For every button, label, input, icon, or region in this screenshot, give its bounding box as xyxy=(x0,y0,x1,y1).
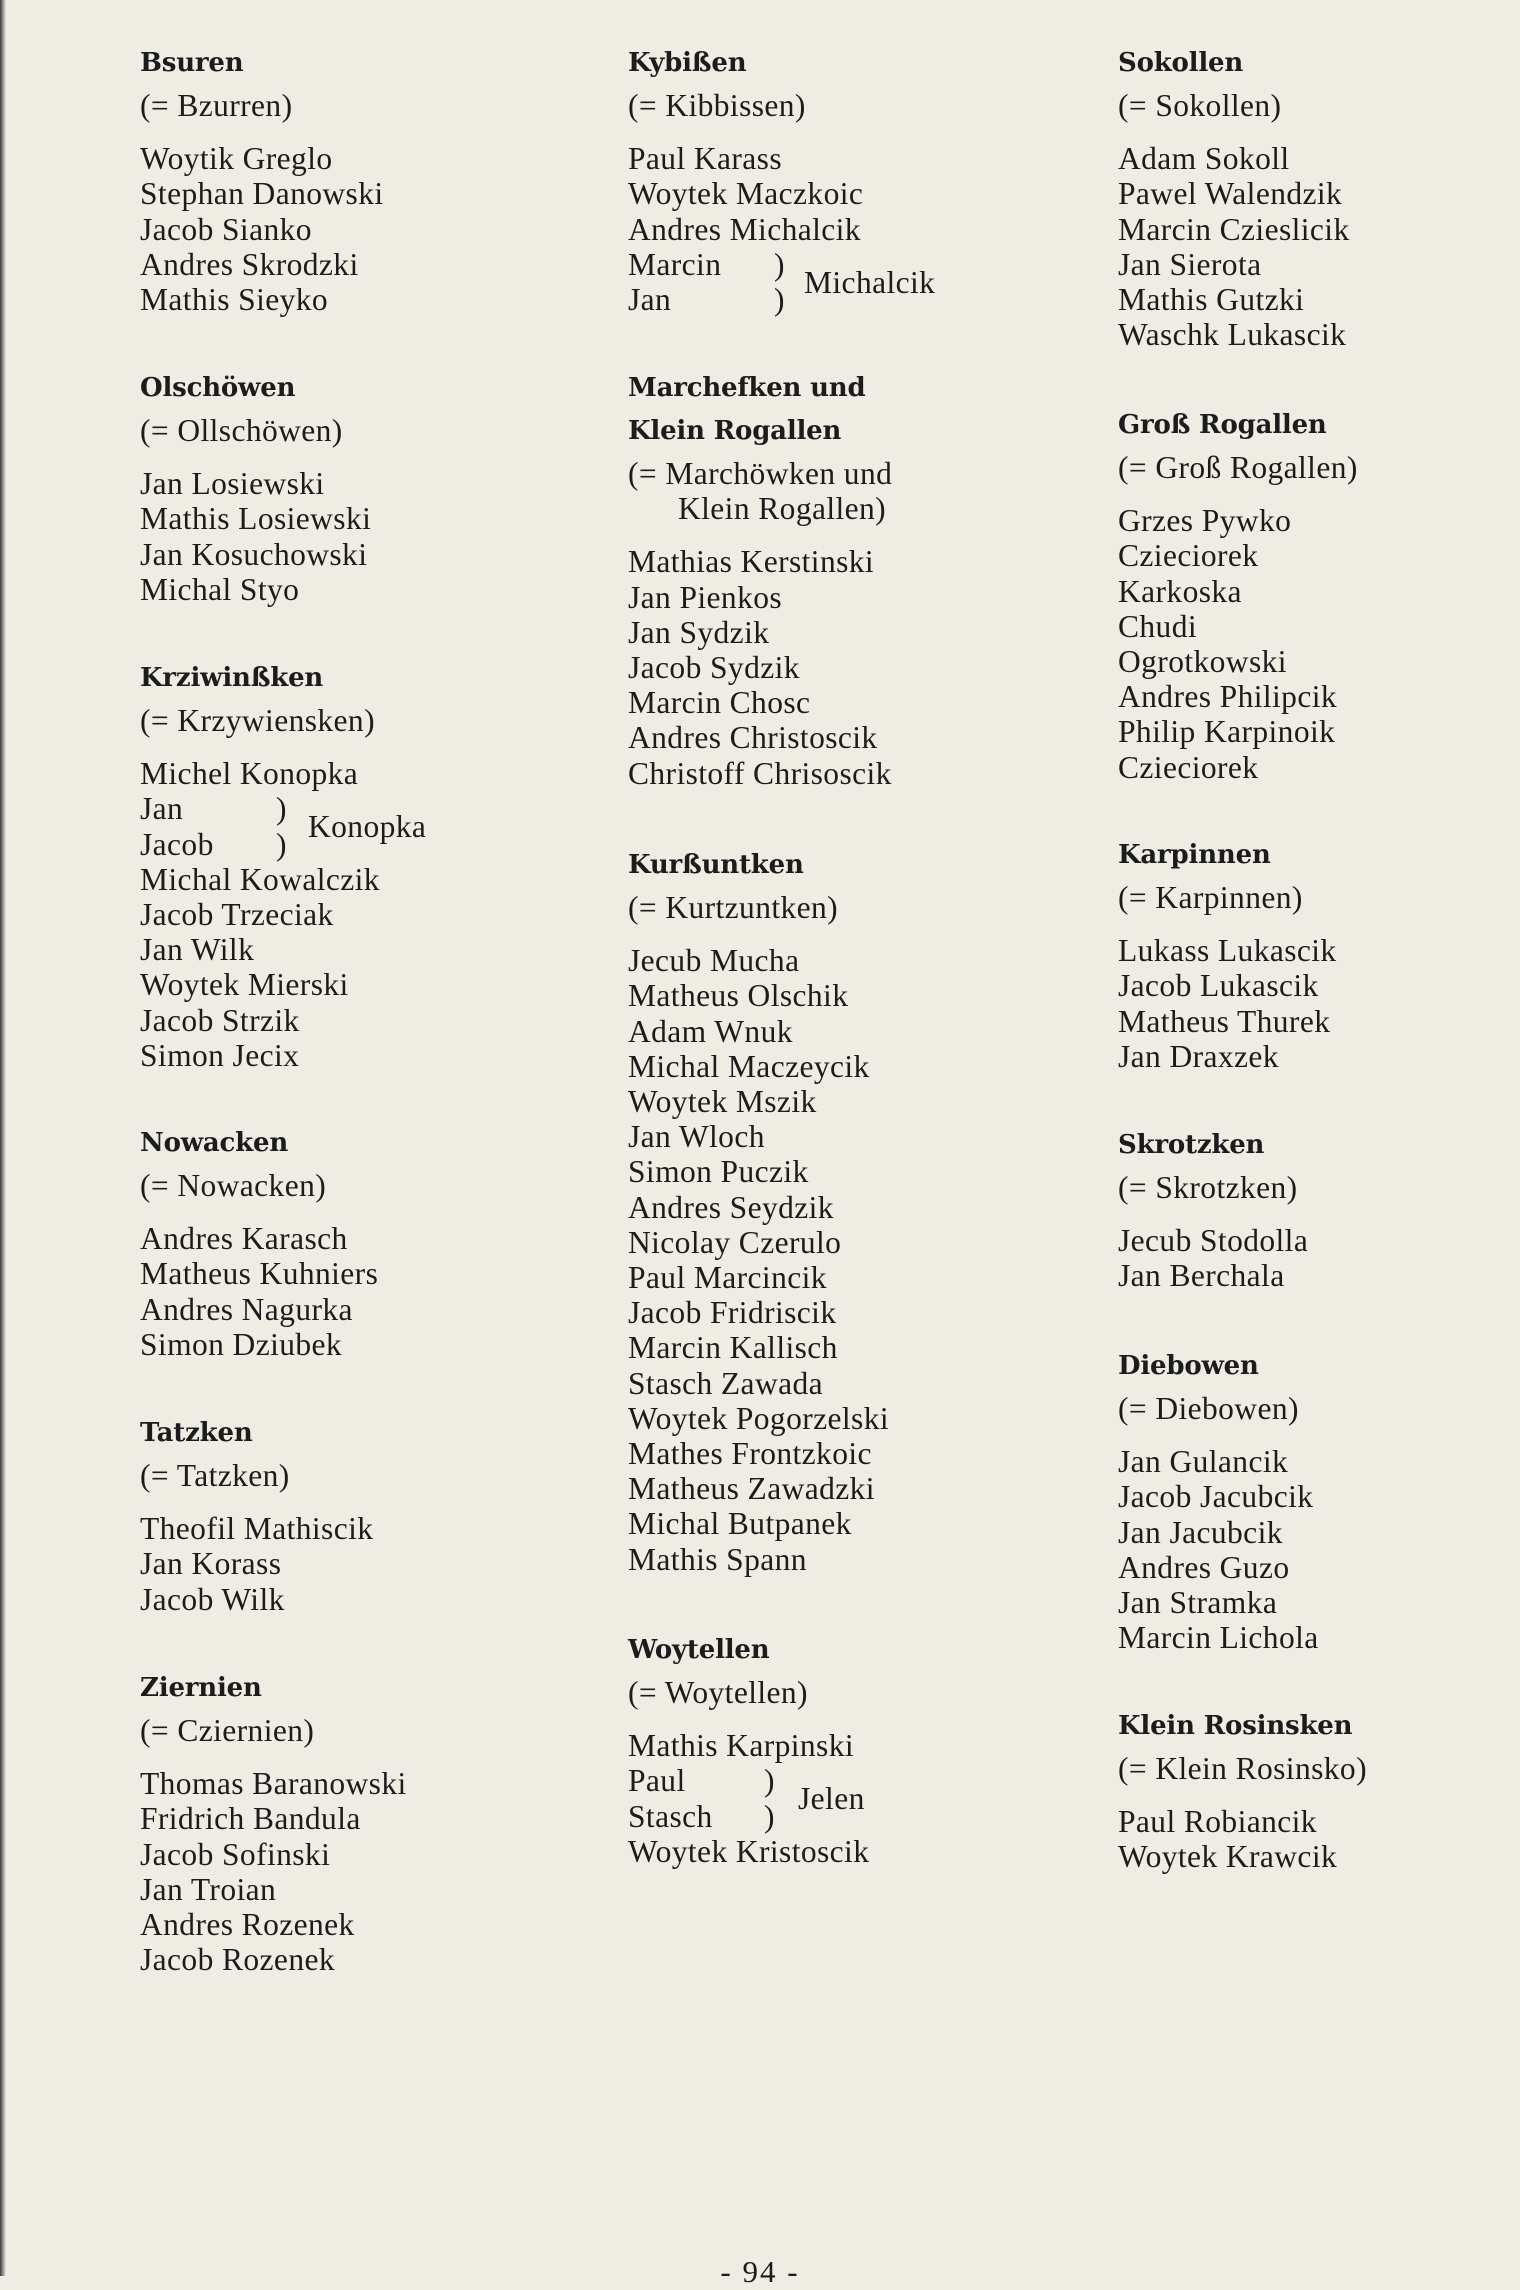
name-list xyxy=(140,141,580,317)
list-item: Michel Konopka xyxy=(140,756,359,792)
list-item: Jan Sierota xyxy=(1118,246,1262,282)
list-item: Mathes Frontzkoic xyxy=(628,1436,872,1472)
list-item: Ogrotkowski xyxy=(1118,644,1287,680)
list-item: Jan xyxy=(628,282,672,318)
list-item: Jan xyxy=(140,791,184,827)
list-item: Woytek Kristoscik xyxy=(628,1833,870,1869)
name-list xyxy=(140,756,580,1073)
name-list xyxy=(628,1728,1068,1869)
list-item: Jacob Sydzik xyxy=(628,650,800,686)
list-item: Stasch Zawada xyxy=(628,1365,823,1401)
section-alt-name: (= Kurtzuntken) xyxy=(628,890,839,925)
list-item: Woytek Mierski xyxy=(140,967,349,1003)
section-title: Ziernien xyxy=(140,1673,262,1703)
list-item: Adam Sokoll xyxy=(1118,141,1290,177)
list-item: Jan Draxzek xyxy=(1118,1038,1279,1074)
bracketed-name-group xyxy=(628,247,1068,317)
section-alt-name: (= Skrotzken) xyxy=(1118,1170,1298,1205)
name-list xyxy=(628,544,1068,790)
section-olschoewen xyxy=(140,371,580,607)
list-item: Andres Philipcik xyxy=(1118,679,1338,715)
list-item: Jan Pienkos xyxy=(628,579,783,615)
section-marchefken xyxy=(628,371,1068,791)
list-item: Woytik Greglo xyxy=(140,141,333,177)
bracket-glyph: ) ) xyxy=(774,246,785,318)
section-alt-name: (= Karpinnen) xyxy=(1118,880,1303,915)
section-karpinnen xyxy=(1118,838,1520,1074)
list-item: Mathias Kerstinski xyxy=(628,544,875,580)
list-item: Marcin xyxy=(628,246,722,282)
shared-surname: Jelen xyxy=(798,1781,865,1817)
list-item: Theofil Mathiscik xyxy=(140,1511,374,1547)
section-alt-name: (= Sokollen) xyxy=(1118,88,1282,123)
bracket-glyph: ) ) xyxy=(276,791,287,862)
section-title: Sokollen xyxy=(1118,48,1244,78)
section-title: Groß Rogallen xyxy=(1118,410,1327,440)
list-item: Simon Jecix xyxy=(140,1037,300,1073)
name-list xyxy=(1118,1223,1520,1293)
name-list xyxy=(140,1221,580,1362)
section-sokollen xyxy=(1118,46,1520,352)
section-title: Nowacken xyxy=(140,1128,289,1158)
list-item: Marcin Lichola xyxy=(1118,1620,1319,1656)
list-item: Stasch xyxy=(628,1798,713,1834)
section-kybissen xyxy=(628,46,1068,317)
shared-surname: Michalcik xyxy=(804,264,936,300)
name-list xyxy=(1118,1444,1520,1655)
list-item: Jan Gulancik xyxy=(1118,1444,1289,1480)
section-title: Woytellen xyxy=(628,1635,770,1665)
list-item: Paul Karass xyxy=(628,141,782,177)
list-item: Andres Nagurka xyxy=(140,1291,353,1327)
section-title: Krziwinßken xyxy=(140,663,324,693)
list-item: Michal Maczeycik xyxy=(628,1048,870,1084)
section-tatzken xyxy=(140,1416,580,1617)
section-alt-name: (= Bzurren) xyxy=(140,88,293,123)
bracketed-name-group xyxy=(628,1763,1068,1833)
name-list xyxy=(1118,503,1520,785)
section-alt-name: (= Woytellen) xyxy=(628,1675,808,1710)
list-item: Jacob Jacubcik xyxy=(1118,1479,1314,1515)
name-list xyxy=(140,466,580,607)
section-title: Diebowen xyxy=(1118,1351,1259,1381)
section-alt-name: (= Groß Rogallen) xyxy=(1118,450,1358,485)
list-item: Grzes Pywko xyxy=(1118,503,1292,539)
list-item: Jacob Trzeciak xyxy=(140,897,334,932)
section-alt-name-line-2: Klein Rogallen) xyxy=(678,491,887,527)
list-item: Lukass Lukascik xyxy=(1118,933,1337,969)
name-list xyxy=(140,1511,580,1617)
list-item: Jan Wilk xyxy=(140,932,255,968)
list-item: Simon Puczik xyxy=(628,1154,809,1190)
section-title: Klein Rosinsken xyxy=(1118,1711,1353,1741)
section-nowacken xyxy=(140,1126,580,1362)
list-item: Jan Troian xyxy=(140,1871,277,1907)
list-item: Marcin Czieslicik xyxy=(1118,211,1350,247)
list-item: Jacob Lukascik xyxy=(1118,968,1319,1004)
list-item: Andres Rozenek xyxy=(140,1907,355,1943)
list-item: Jacob Fridriscik xyxy=(628,1295,837,1331)
section-title: Kybißen xyxy=(628,48,747,78)
section-woytellen xyxy=(628,1633,1068,1869)
list-item: Czieciorek xyxy=(1118,749,1259,785)
list-item: Michal Styo xyxy=(140,571,300,607)
list-item: Jacob xyxy=(140,826,214,862)
section-title: Skrotzken xyxy=(1118,1130,1265,1160)
list-item: Andres Michalcik xyxy=(628,211,861,247)
list-item: Jecub Stodolla xyxy=(1118,1223,1309,1259)
list-item: Nicolay Czerulo xyxy=(628,1224,842,1260)
name-list xyxy=(140,1766,580,1977)
list-item: Mathis Gutzki xyxy=(1118,282,1305,318)
section-alt-name: (= Tatzken) xyxy=(140,1458,290,1493)
section-klein-rosinsken xyxy=(1118,1709,1520,1875)
section-alt-name: (= Diebowen) xyxy=(1118,1391,1299,1426)
list-item: Mathis Sieyko xyxy=(140,282,329,318)
list-item: Matheus Olschik xyxy=(628,978,849,1014)
list-item: Jacob Strzik xyxy=(140,1002,300,1038)
list-item: Marcin Chosc xyxy=(628,685,811,721)
list-item: Jan Losiewski xyxy=(140,466,325,502)
name-list xyxy=(628,141,1068,317)
list-item: Jan Korass xyxy=(140,1546,282,1582)
list-item: Michal Kowalczik xyxy=(140,861,380,897)
list-item: Jan Berchala xyxy=(1118,1258,1285,1294)
shared-surname: Konopka xyxy=(308,809,427,845)
list-item: Pawel Walendzik xyxy=(1118,176,1343,212)
section-krziwinsken xyxy=(140,661,580,1073)
list-item: Simon Dziubek xyxy=(140,1326,343,1362)
section-title: Tatzken xyxy=(140,1418,253,1448)
list-item: Woytek Krawcik xyxy=(1118,1839,1338,1875)
list-item: Fridrich Bandula xyxy=(140,1801,361,1837)
bracketed-name-group xyxy=(140,791,580,861)
name-list xyxy=(628,943,1068,1577)
list-item: Jacob Rozenek xyxy=(140,1942,335,1978)
list-item: Christoff Chrisoscik xyxy=(628,755,892,791)
list-item: Woytek Mszik xyxy=(628,1084,817,1120)
section-kurssuntken xyxy=(628,848,1068,1577)
list-item: Matheus Zawadzki xyxy=(628,1471,875,1507)
section-alt-name: (= Krzywiensken) xyxy=(140,703,375,738)
section-title-line-2: Klein Rogallen xyxy=(628,416,842,446)
list-item: Czieciorek xyxy=(1118,538,1259,574)
list-item: Thomas Baranowski xyxy=(140,1766,407,1802)
list-item: Philip Karpinoik xyxy=(1118,714,1336,750)
list-item: Chudi xyxy=(1118,608,1198,644)
section-bsuren xyxy=(140,46,580,317)
list-item: Michal Butpanek xyxy=(628,1506,852,1542)
section-diebowen xyxy=(1118,1349,1520,1655)
section-alt-name: (= Nowacken) xyxy=(140,1168,327,1203)
section-title: Marchefken und xyxy=(628,373,866,403)
list-item: Andres Christoscik xyxy=(628,720,878,756)
list-item: Jan Kosuchowski xyxy=(140,536,368,572)
list-item: Waschk Lukascik xyxy=(1118,317,1347,353)
list-item: Jacob Sianko xyxy=(140,211,312,247)
name-list xyxy=(1118,1804,1520,1874)
section-alt-name: (= Cziernien) xyxy=(140,1713,315,1748)
section-skrotzken xyxy=(1118,1128,1520,1294)
section-gross-rogallen xyxy=(1118,408,1520,785)
section-alt-name: (= Marchöwken und xyxy=(628,456,893,491)
list-item: Karkoska xyxy=(1118,573,1242,609)
list-item: Paul Marcincik xyxy=(628,1260,827,1296)
list-item: Jan Wloch xyxy=(628,1119,765,1155)
list-item: Matheus Kuhniers xyxy=(140,1256,379,1292)
list-item: Paul xyxy=(628,1763,686,1799)
section-ziernien xyxy=(140,1671,580,1977)
list-item: Andres Karasch xyxy=(140,1221,348,1257)
name-list xyxy=(1118,141,1520,352)
list-item: Marcin Kallisch xyxy=(628,1330,838,1366)
list-item: Jecub Mucha xyxy=(628,943,800,979)
list-item: Mathis Spann xyxy=(628,1541,807,1577)
list-item: Paul Robiancik xyxy=(1118,1804,1317,1840)
list-item: Jacob Wilk xyxy=(140,1581,285,1617)
list-item: Mathis Karpinski xyxy=(628,1728,855,1764)
section-title: Olschöwen xyxy=(140,373,296,403)
page-number: - 94 - xyxy=(720,2254,800,2289)
list-item: Adam Wnuk xyxy=(628,1013,793,1049)
list-item: Jan Jacubcik xyxy=(1118,1514,1283,1550)
section-title: Kurßuntken xyxy=(628,850,804,880)
list-item: Mathis Losiewski xyxy=(140,501,372,537)
section-alt-name: (= Kibbissen) xyxy=(628,88,806,123)
section-title: Bsuren xyxy=(140,48,244,78)
binding-edge xyxy=(0,0,6,2276)
section-alt-name: (= Ollschöwen) xyxy=(140,413,343,448)
list-item: Jan Stramka xyxy=(1118,1585,1278,1621)
list-item: Woytek Pogorzelski xyxy=(628,1400,889,1436)
section-title: Karpinnen xyxy=(1118,840,1271,870)
list-item: Andres Skrodzki xyxy=(140,246,359,282)
list-item: Jan Sydzik xyxy=(628,614,770,650)
list-item: Jacob Sofinski xyxy=(140,1836,331,1872)
section-alt-name: (= Klein Rosinsko) xyxy=(1118,1751,1367,1786)
list-item: Andres Guzo xyxy=(1118,1549,1290,1585)
list-item: Matheus Thurek xyxy=(1118,1003,1331,1039)
list-item: Stephan Danowski xyxy=(140,176,384,212)
list-item: Andres Seydzik xyxy=(628,1189,834,1225)
name-list xyxy=(1118,933,1520,1074)
bracket-glyph: ) ) xyxy=(764,1763,775,1834)
list-item: Woytek Maczkoic xyxy=(628,176,864,212)
